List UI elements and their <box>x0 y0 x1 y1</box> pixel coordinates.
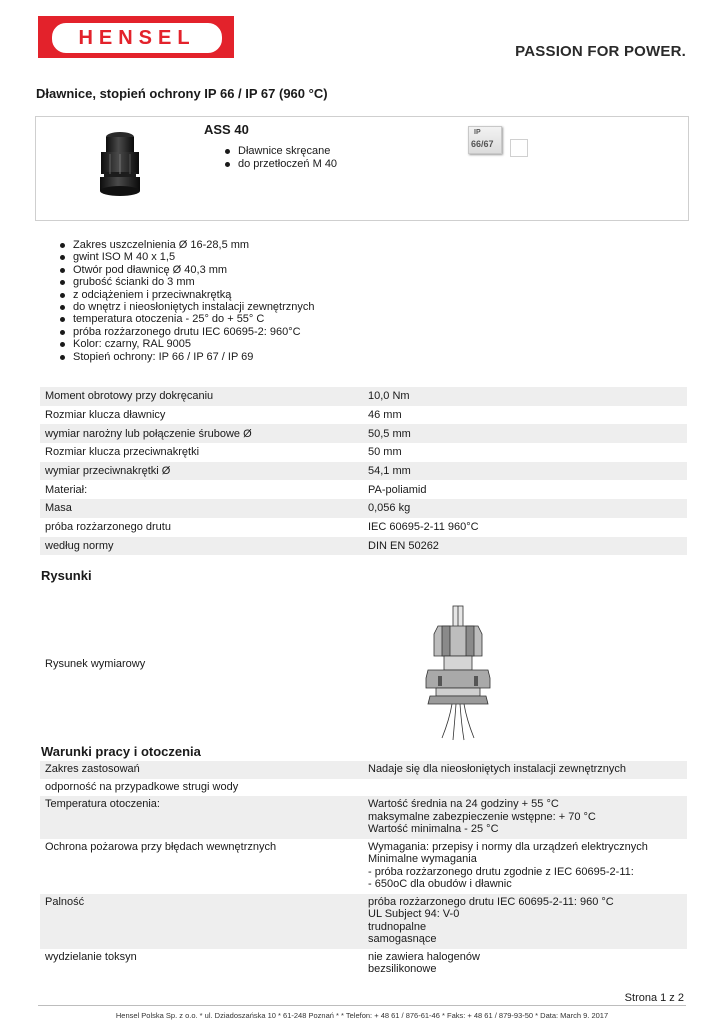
ip-rating-badge <box>468 126 502 154</box>
table-row <box>40 462 687 481</box>
table-row <box>40 499 687 518</box>
table-row <box>40 839 687 894</box>
list-item: temperatura otoczenia - 25° do + 55° C <box>57 313 315 325</box>
spec-value: 50 mm <box>368 446 402 459</box>
table-row <box>40 537 687 556</box>
condition-label: Temperatura otoczenia: <box>40 796 363 839</box>
table-row <box>40 443 687 462</box>
table-row <box>40 406 687 425</box>
list-item: gwint ISO M 40 x 1,5 <box>57 251 315 263</box>
slogan: PASSION FOR POWER. <box>515 43 686 60</box>
list-item: próba rozżarzonego drutu IEC 60695-2: 960°C <box>57 326 315 338</box>
condition-value <box>363 779 687 797</box>
table-row <box>40 796 687 839</box>
spec-value: 10,0 Nm <box>363 387 687 406</box>
spec-value: 54,1 mm <box>363 462 687 481</box>
product-bullets <box>222 145 337 171</box>
condition-label: wydzielanie toksyn <box>45 950 137 963</box>
table-row <box>40 480 687 499</box>
spec-label: wymiar przeciwnakrętki Ø <box>40 462 363 481</box>
list-item: Otwór pod dławnicę Ø 40,3 mm <box>57 264 315 276</box>
spec-value: 0,056 kg <box>363 499 687 518</box>
condition-value: Wymagania: przepisy i normy dla urządzeń elektrycznych Minimalne wymagania - próba rozżarzonego drutu zgodnie z IEC 60695-2-11: - 650oC dla obudów i dławnic <box>368 840 648 890</box>
spec-value: IEC 60695-2-11 960°C <box>368 521 479 534</box>
drawings-heading: Rysunki <box>41 568 92 583</box>
list-item: Stopień ochrony: IP 66 / IP 67 / IP 69 <box>57 351 315 363</box>
table-row <box>40 518 687 537</box>
table-row <box>40 761 687 779</box>
list-item: do wnętrz i nieosłoniętych instalacji zewnętrznych <box>57 301 315 313</box>
spec-value: 50,5 mm <box>363 424 687 443</box>
page-number: Strona 1 z 2 <box>624 992 684 1004</box>
hensel-logo <box>38 16 234 58</box>
feature-list <box>57 239 315 363</box>
logo-frame <box>52 23 222 53</box>
drawing-label: Rysunek wymiarowy <box>45 658 146 670</box>
conditions-heading: Warunki pracy i otoczenia <box>41 744 201 759</box>
ip-badge-bottom: 66/67 <box>471 139 494 149</box>
spec-label: Moment obrotowy przy dokręcaniu <box>40 387 363 406</box>
spec-table <box>40 387 687 555</box>
spec-label: Rozmiar klucza dławnicy <box>45 409 166 422</box>
spec-label: według normy <box>40 537 363 556</box>
spec-label: Materiał: <box>45 483 88 496</box>
cable-gland-image <box>88 128 152 200</box>
condition-value: próba rozżarzonego drutu IEC 60695-2-11: 960 °C UL Subject 94: V-0 trudnopalne samogasnące <box>363 894 687 949</box>
footer-divider <box>38 1005 686 1006</box>
list-item: z odciążeniem i przeciwnakrętką <box>57 289 315 301</box>
condition-label: Zakres zastosowań <box>40 761 363 779</box>
list-item: grubość ścianki do 3 mm <box>57 276 315 288</box>
empty-icon-box <box>510 139 528 157</box>
logo-text: HENSEL <box>78 27 196 49</box>
table-row <box>40 779 687 797</box>
list-item: do przetłoczeń M 40 <box>222 158 337 171</box>
spec-label: Rozmiar klucza przeciwnakrętki <box>45 446 200 459</box>
list-item: Dławnice skręcane <box>222 145 337 158</box>
product-name: ASS 40 <box>204 122 249 137</box>
list-item: Zakres uszczelnienia Ø 16-28,5 mm <box>57 239 315 251</box>
list-item: Kolor: czarny, RAL 9005 <box>57 338 315 350</box>
condition-value: Nadaje się dla nieosłoniętych instalacji zewnętrznych <box>363 761 687 779</box>
conditions-table <box>40 761 687 979</box>
table-row <box>40 387 687 406</box>
spec-label: wymiar narożny lub połączenie śrubowe Ø <box>40 424 363 443</box>
dimension-drawing <box>420 604 496 742</box>
page-title: Dławnice, stopień ochrony IP 66 / IP 67 (960 °C) <box>36 86 328 101</box>
condition-value: Wartość średnia na 24 godziny + 55 °C maksymalne zabezpieczenie wstępne: + 70 °C Wartość minimalna - 25 °C <box>363 796 687 839</box>
ip-badge-top: IP <box>474 129 481 136</box>
spec-label: Masa <box>40 499 363 518</box>
condition-value: nie zawiera halogenów bezsilikonowe <box>368 950 480 975</box>
spec-value: PA-poliamid <box>368 483 427 496</box>
table-row <box>40 949 687 979</box>
spec-value: 46 mm <box>368 409 402 422</box>
spec-value: DIN EN 50262 <box>363 537 687 556</box>
condition-label: Palność <box>40 894 363 949</box>
condition-label: odporność na przypadkowe strugi wody <box>45 780 239 793</box>
condition-label: Ochrona pożarowa przy błędach wewnętrznych <box>45 840 277 853</box>
table-row <box>40 424 687 443</box>
spec-label: próba rozżarzonego drutu <box>45 521 171 534</box>
footer-text: Hensel Polska Sp. z o.o. * ul. Dziadoszańska 10 * 61-248 Poznań * * Telefon: + 48 61 / 876-61-46 * Faks: + 48 61 / 879-93-50 * Data: March 9. 2017 <box>115 1011 609 1020</box>
table-row <box>40 894 687 949</box>
